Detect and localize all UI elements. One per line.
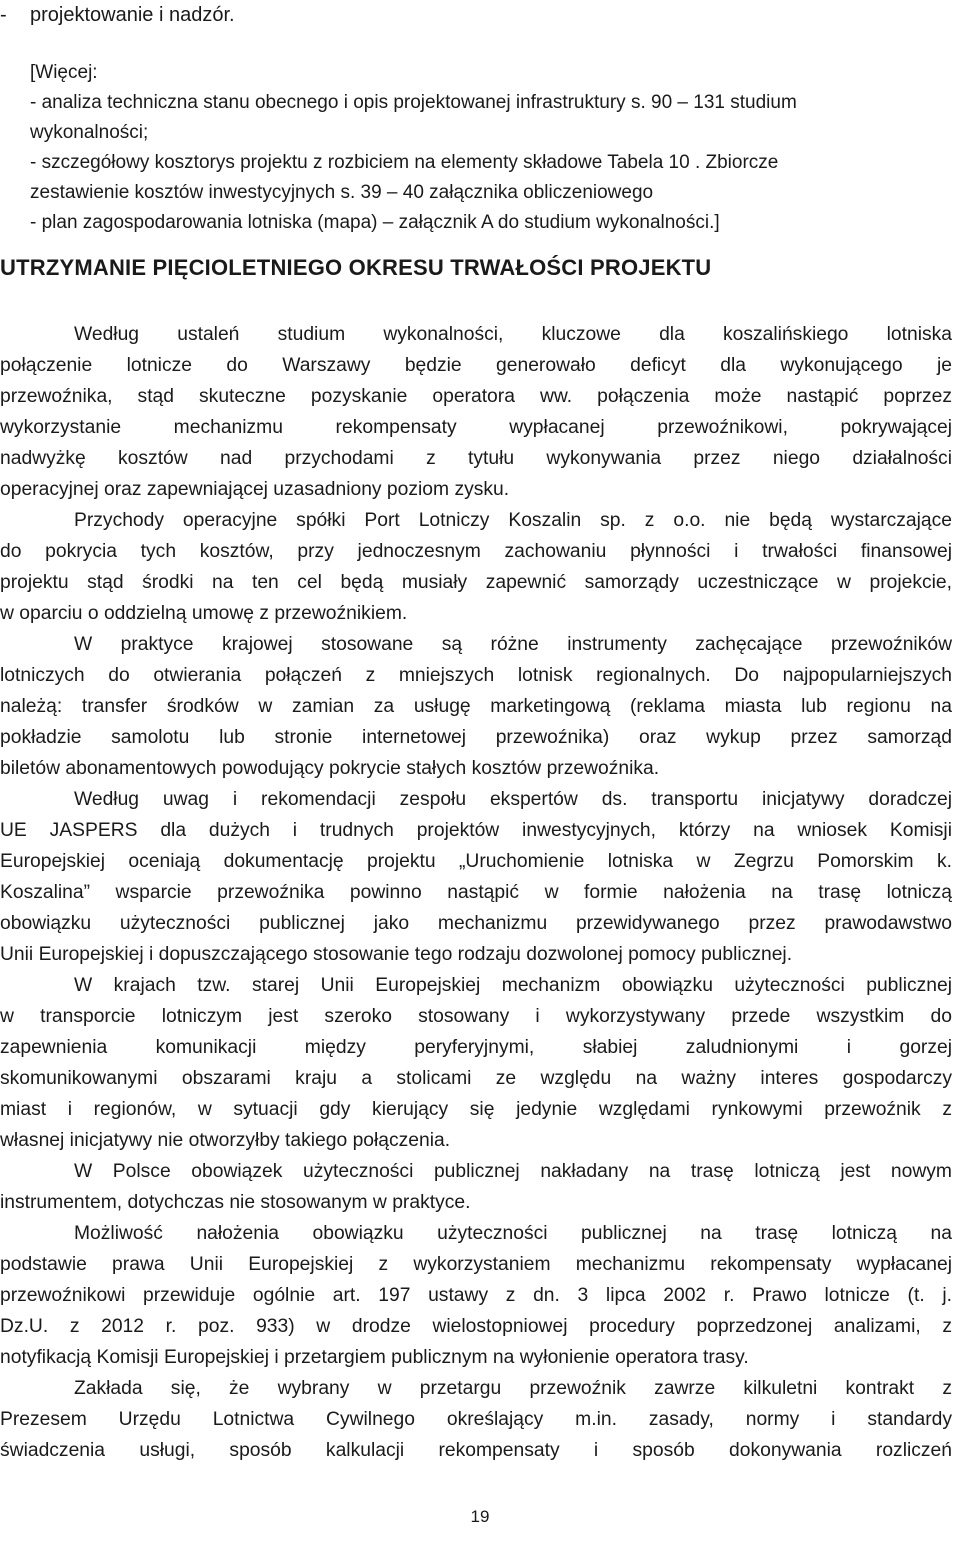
list-item-text: projektowanie i nadzór. <box>30 4 235 26</box>
text-line: Unii Europejskiej i dopuszczającego stosowanie tego rodzaju dozwolonej pomocy publicznej. <box>0 944 793 965</box>
body-text <box>0 319 952 1466</box>
text-line: podstawie prawa Unii Europejskiej z wykorzystaniem mechanizmu rekompensaty wypłacanej <box>0 1254 952 1275</box>
more-line: - analiza techniczna stanu obecnego i opis projektowanej infrastruktury s. 90 – 131 studium <box>30 92 797 113</box>
text-line: Prezesem Urzędu Lotnictwa Cywilnego określający m.in. zasady, normy i standardy <box>0 1409 952 1430</box>
text-line: Dz.U. z 2012 r. poz. 933) w drodze wielostopniowej procedury poprzedzonej analizami, z <box>0 1316 952 1337</box>
text-line: W krajach tzw. starej Unii Europejskiej mechanizm obowiązku użyteczności publicznej <box>74 975 952 996</box>
text-line: Europejskiej oceniają dokumentację projektu „Uruchomienie lotniska w Zegrzu Pomorskim k. <box>0 851 952 872</box>
more-info-block <box>0 58 952 238</box>
text-line: świadczenia usługi, sposób kalkulacji rekompensaty i sposób dokonywania rozliczeń <box>0 1440 952 1461</box>
text-line: należą: transfer środków w zamian za usługę marketingową (reklama miasta lub regionu na <box>0 696 952 717</box>
text-line: przewoźnika, stąd skuteczne pozyskanie operatora ww. połączenia może nastąpić poprzez <box>0 386 952 407</box>
text-line: obowiązku użyteczności publicznej jako mechanizmu przewidywanego przez prawodawstwo <box>0 913 952 934</box>
text-line: Według ustaleń studium wykonalności, kluczowe dla koszalińskiego lotniska <box>74 324 952 345</box>
text-line: nadwyżkę kosztów nad przychodami z tytułu wykonywania przez niego działalności <box>0 448 952 469</box>
section-heading: UTRZYMANIE PIĘCIOLETNIEGO OKRESU TRWAŁOŚCI PROJEKTU <box>0 255 712 280</box>
text-line: połączenie lotnicze do Warszawy będzie generowało deficyt dla wykonującego je <box>0 355 952 376</box>
list-item-bullet <box>0 0 960 30</box>
text-line: operacyjnej oraz zapewniającej uzasadniony poziom zysku. <box>0 479 510 500</box>
text-line: biletów abonamentowych powodujący pokrycie stałych kosztów przewoźnika. <box>0 758 660 779</box>
text-line: zapewnienia komunikacji między peryferyjnymi, słabiej zaludnionymi i gorzej <box>0 1037 952 1058</box>
text-line: Możliwość nałożenia obowiązku użyteczności publicznej na trasę lotniczą na <box>74 1223 952 1244</box>
text-line: lotniczych do otwierania połączeń z mniejszych lotnisk regionalnych. Do najpopularniejszych <box>0 665 952 686</box>
text-line: projektu stąd środki na ten cel będą musiały zapewnić samorządy uczestniczące w projekcie, <box>0 572 952 593</box>
text-line: skomunikowanymi obszarami kraju a stolicami ze względu na ważny interes gospodarczy <box>0 1068 952 1089</box>
text-line: do pokrycia tych kosztów, przy jednoczesnym zachowaniu płynności i trwałości finansowej <box>0 541 952 562</box>
text-line: miast i regionów, w sytuacji gdy kierujący się jedynie względami rynkowymi przewoźnik z <box>0 1099 952 1120</box>
text-line: Zakłada się, że wybrany w przetargu przewoźnik zawrze kilkuletni kontrakt z <box>74 1378 952 1399</box>
text-line: w transporcie lotniczym jest szeroko stosowany i wykorzystywany przede wszystkim do <box>0 1006 952 1027</box>
text-line: W praktyce krajowej stosowane są różne instrumenty zachęcające przewoźników <box>74 634 952 655</box>
text-line: pokładzie samolotu lub stronie internetowej przewoźnika) oraz wykup przez samorząd <box>0 727 952 748</box>
text-line: własnej inicjatywy nie otworzyłby takiego połączenia. <box>0 1130 451 1151</box>
text-line: W Polsce obowiązek użyteczności publicznej nakładany na trasę lotniczą jest nowym <box>74 1161 952 1182</box>
more-line: - szczegółowy kosztorys projektu z rozbiciem na elementy składowe Tabela 10 . Zbiorcze <box>30 152 779 173</box>
text-line: Według uwag i rekomendacji zespołu ekspertów ds. transportu inicjatywy doradczej <box>74 789 952 810</box>
list-dash: - <box>0 4 7 26</box>
text-line: notyfikacją Komisji Europejskiej i przetargiem publicznym na wyłonienie operatora trasy. <box>0 1347 749 1368</box>
text-line: Koszalina” wsparcie przewoźnika powinno nastąpić w formie nałożenia na trasę lotniczą <box>0 882 952 903</box>
text-line: przewoźnikowi przewiduje ogólnie art. 197 ustawy z dn. 3 lipca 2002 r. Prawo lotnicze (t. j. <box>0 1285 952 1306</box>
text-line: UE JASPERS dla dużych i trudnych projektów inwestycyjnych, którzy na wniosek Komisji <box>0 820 952 841</box>
more-line: zestawienie kosztów inwestycyjnych s. 39 – 40 załącznika obliczeniowego <box>30 182 654 203</box>
page-number: 19 <box>470 1507 490 1526</box>
text-line: instrumentem, dotychczas nie stosowanym w praktyce. <box>0 1192 471 1213</box>
more-line: - plan zagospodarowania lotniska (mapa) – załącznik A do studium wykonalności.] <box>30 212 720 233</box>
text-line: Przychody operacyjne spółki Port Lotniczy Koszalin sp. z o.o. nie będą wystarczające <box>74 510 952 531</box>
text-line: wykorzystanie mechanizmu rekompensaty wypłacanej przewoźnikowi, pokrywającej <box>0 417 952 438</box>
text-line: w oparciu o oddzielną umowę z przewoźnikiem. <box>0 603 408 624</box>
more-line: [Więcej: <box>30 62 98 83</box>
more-line: wykonalności; <box>30 122 149 143</box>
